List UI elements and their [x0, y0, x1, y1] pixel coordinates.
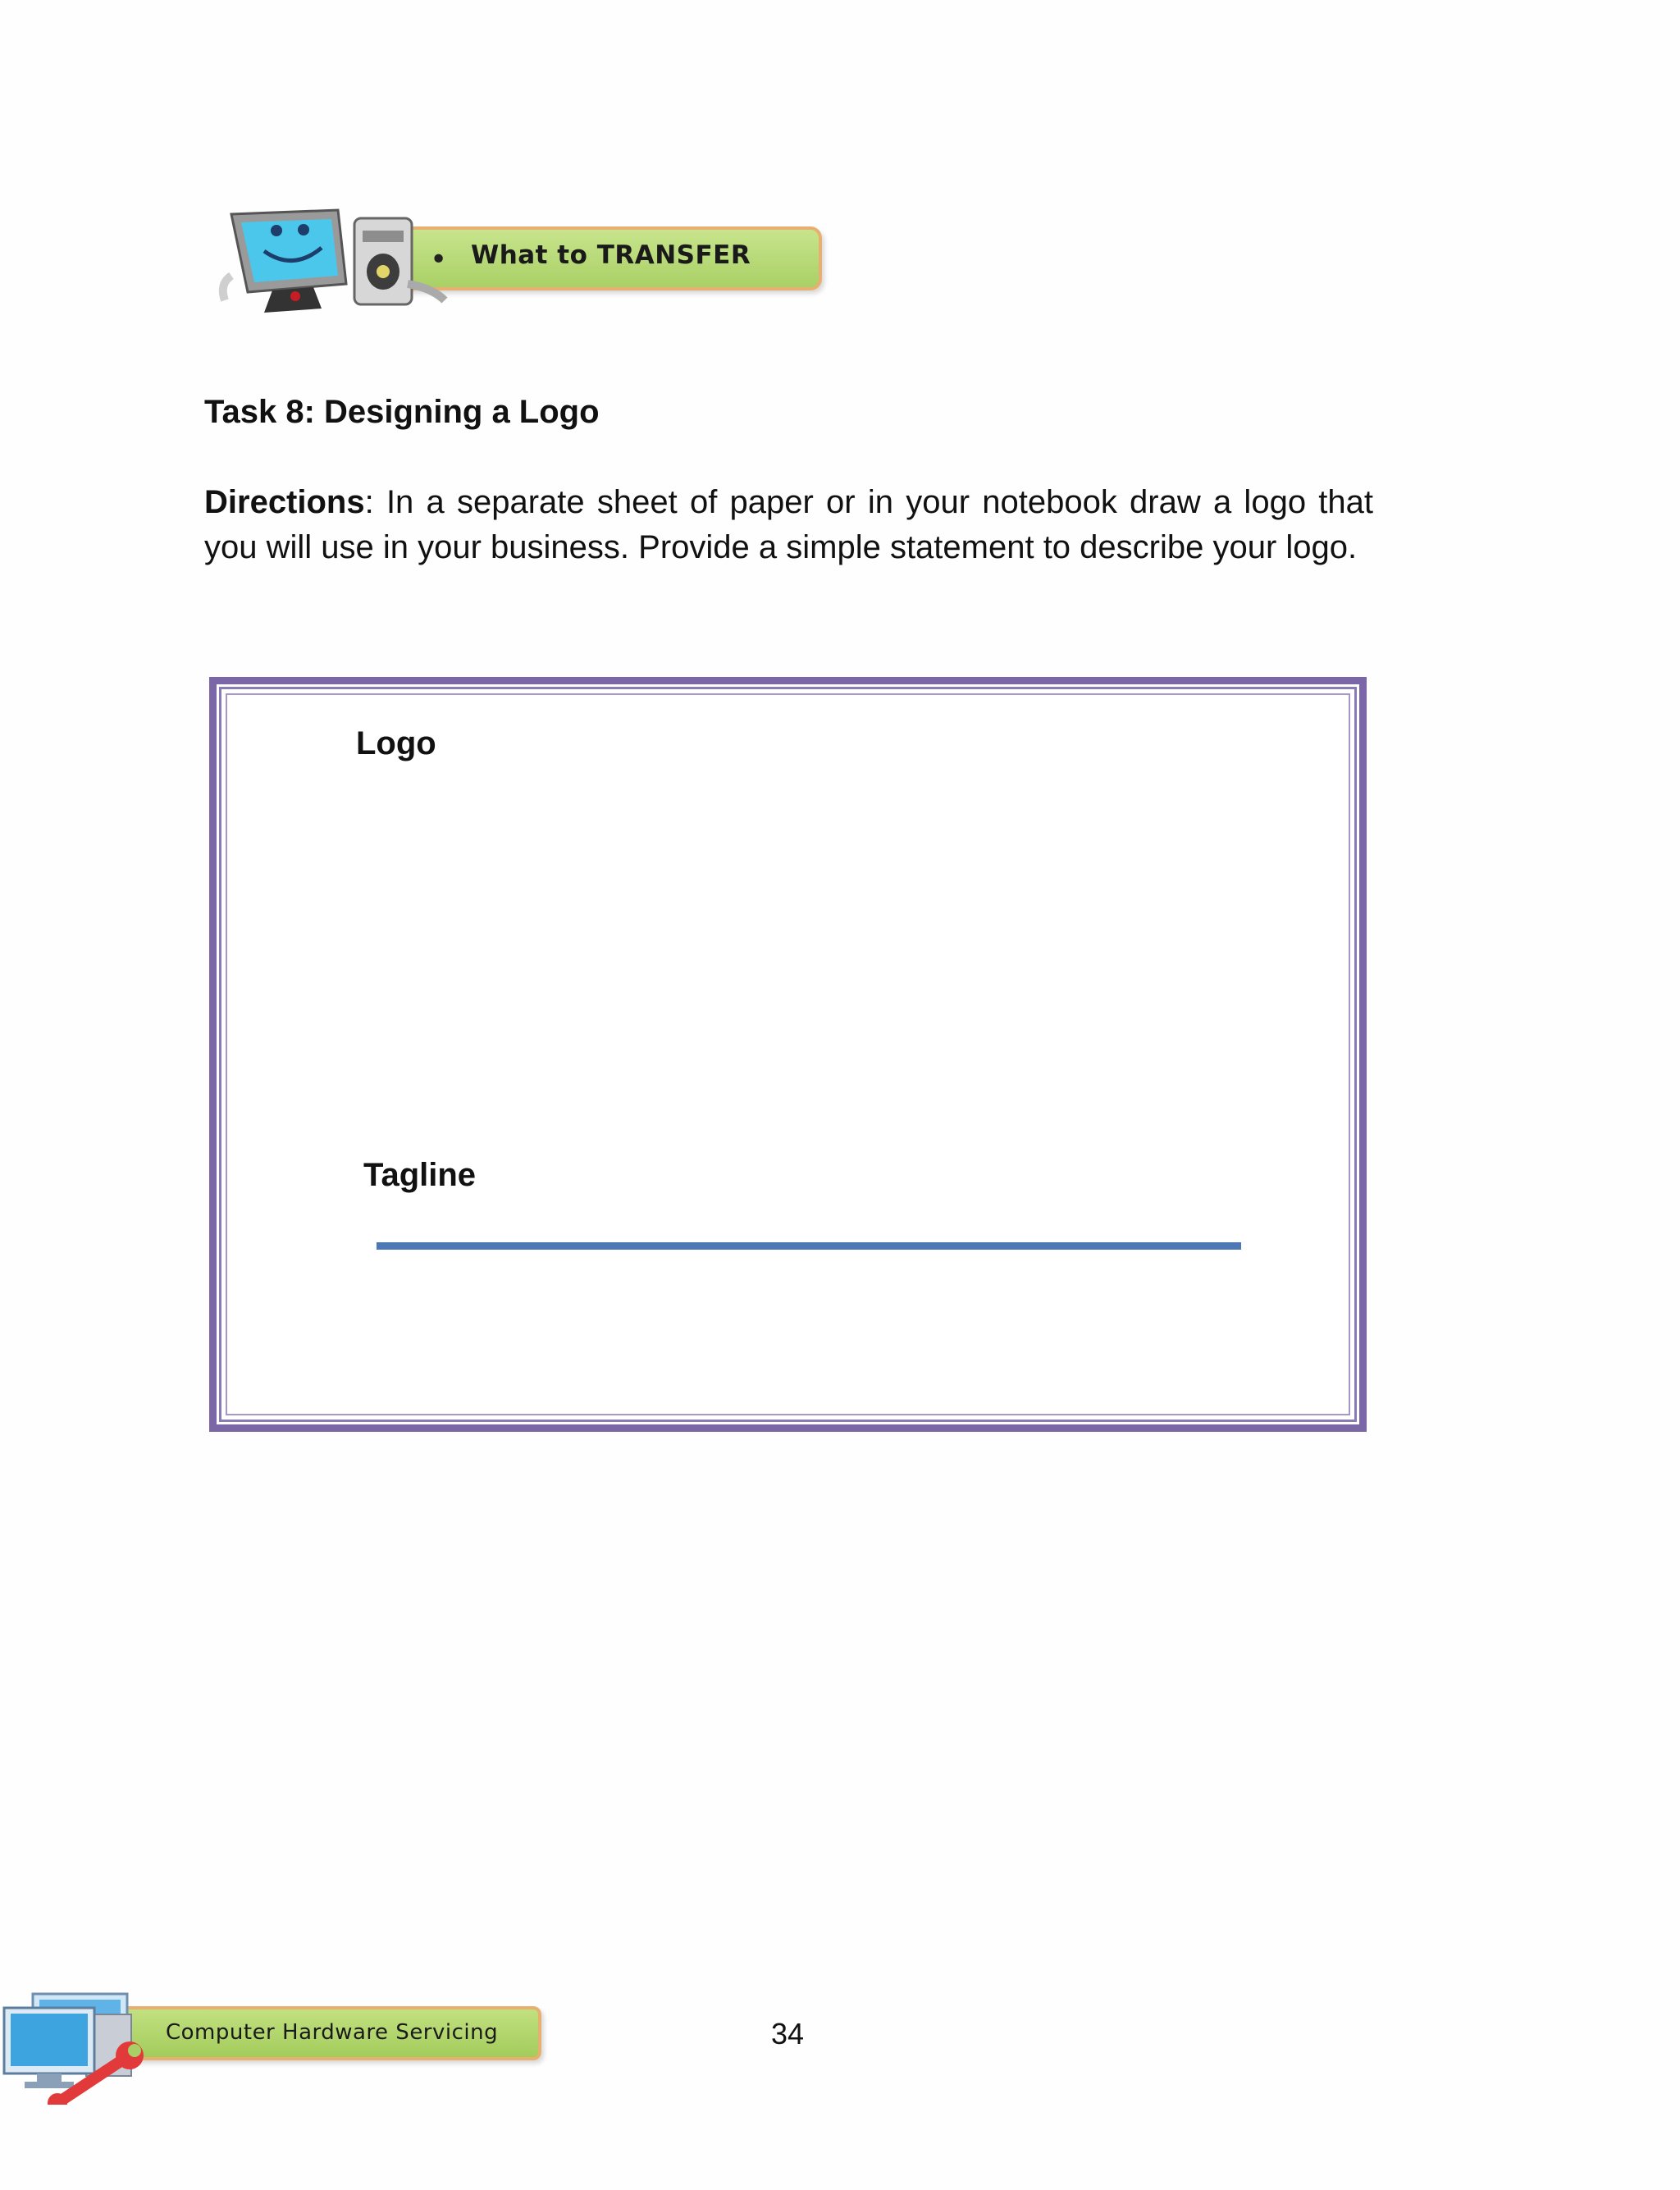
section-banner: [215, 194, 838, 317]
frame-inner-border-2: [226, 693, 1350, 1415]
banner-bullet: •: [430, 243, 448, 277]
tagline-label: Tagline: [363, 1157, 477, 1193]
directions-text: : In a separate sheet of paper or in your notebook draw a logo that you will use in your business. Provide a simple statement to describe your logo.: [204, 484, 1373, 565]
directions-paragraph: [204, 480, 1373, 570]
footer-banner: [0, 1990, 558, 2105]
banner-label: What to TRANSFER: [471, 240, 751, 270]
page-number: 34: [771, 2017, 805, 2051]
computer-mascot-icon: [215, 194, 453, 317]
tagline-writing-line: [377, 1242, 1241, 1250]
directions-lead: Directions: [204, 484, 365, 520]
task-title: Task 8: Designing a Logo: [204, 394, 600, 430]
computer-wrench-icon: [0, 1990, 164, 2105]
logo-drawing-frame: [209, 677, 1367, 1432]
footer-label: Computer Hardware Servicing: [166, 2020, 499, 2045]
logo-label: Logo: [356, 725, 436, 761]
